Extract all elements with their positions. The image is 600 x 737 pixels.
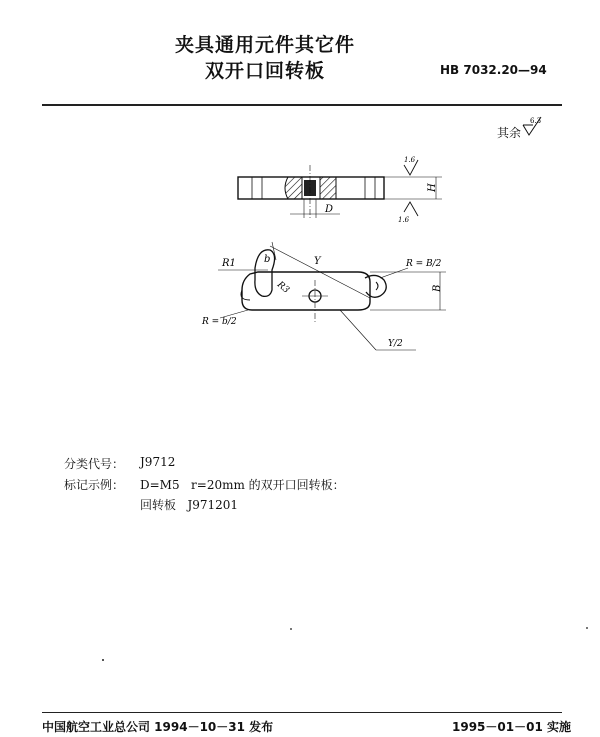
dim-R-b2: R = b/2 (202, 317, 237, 327)
dim-Y: Y (314, 256, 321, 267)
rough-bottom: 1.6 (398, 216, 410, 224)
dim-R3: R3 (274, 279, 291, 296)
issued-date: 中国航空工业总公司 1994－10－31 发布 (42, 720, 274, 734)
dim-Y2: Y/2 (388, 339, 403, 349)
roughness-value: 6.3 (530, 117, 542, 125)
dim-R-B2: R = B/2 (406, 259, 442, 269)
scan-speck (102, 659, 104, 661)
footer-rule (42, 712, 562, 713)
header-rule (42, 104, 562, 106)
example-label: 标记示例： (64, 478, 125, 492)
standard-number: HB 7032.20—94 (440, 63, 547, 77)
example-line-2: 回转板 J971201 (140, 498, 239, 512)
roughness-note (497, 124, 521, 141)
section-view (238, 156, 442, 224)
dim-D: D (325, 204, 334, 215)
technical-drawing (180, 150, 480, 370)
plan-view (201, 242, 446, 350)
effective-date: 1995－01－01 实施 (452, 720, 571, 734)
dim-b: b (264, 254, 271, 265)
dim-R1: R1 (222, 258, 236, 269)
title-line-1: 夹具通用元件其它件 (175, 34, 356, 56)
roughness-label: 其余 (497, 126, 522, 140)
scan-speck (290, 628, 292, 630)
category-value: J9712 (140, 455, 176, 469)
example-line-1: D=M5 r=20mm 的双开口回转板： (140, 478, 345, 492)
title-line-2: 双开口回转板 (205, 60, 326, 82)
dim-B: B (432, 284, 443, 292)
scan-speck (586, 627, 588, 629)
roughness-symbol (521, 115, 545, 137)
category-label: 分类代号： (64, 457, 125, 471)
rough-top: 1.6 (404, 156, 416, 164)
dim-H: H (427, 183, 438, 192)
